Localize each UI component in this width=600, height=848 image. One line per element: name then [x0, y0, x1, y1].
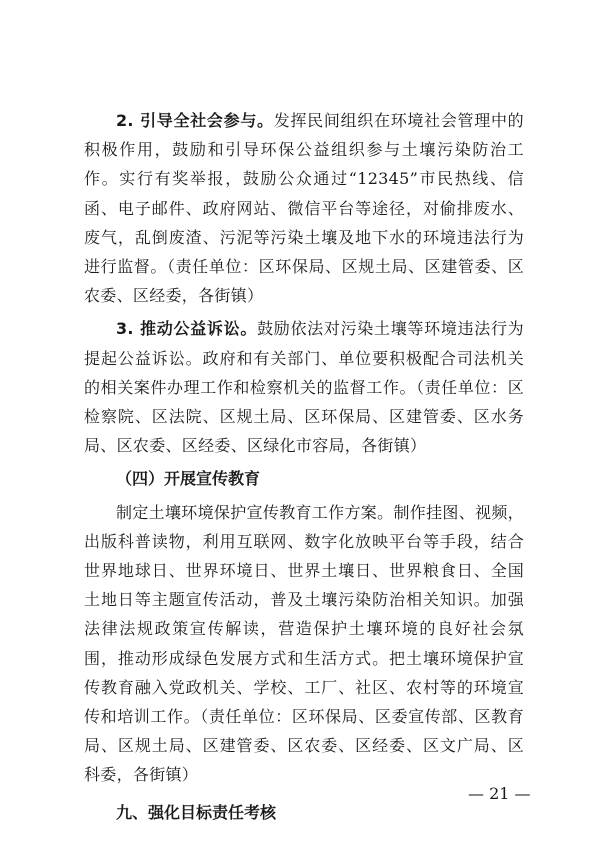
section-paragraph: 制定土壤环境保护宣传教育工作方案。制作挂图、视频，出版科普读物，利用互联网、数字化放映平台等手段，结合世界地球日、世界环境日、世界土壤日、世界粮食日、全国土地日等主题宣传活动，普及土壤污染防治相关知识。加强法律法规政策宣传解读，营造保护土壤环境的良好社会氛围，推动形成绿色发展方式和生活方式。把土壤环境保护宣传教育融入党政机关、学校、工厂、社区、农村等的环境宣传和培训工作。（责任单位：区环保局、区委宣传部、区教育局、区规土局、区建管委、区农委、区经委、区文广局、区科委，各街镇）: [84, 502, 524, 785]
page-number: — 21 —: [468, 784, 531, 803]
paragraph-lead: 3. 推动公益诉讼。: [116, 319, 258, 339]
section-heading: （四）开展宣传教育: [116, 469, 261, 489]
document-body: [84, 106, 524, 827]
paragraph-public-litigation: [84, 314, 524, 460]
paragraph-public-participation: [84, 106, 524, 310]
paragraph-text: 鼓励依法对污染土壤等环境违法行为提起公益诉讼。政府和有关部门、单位要积极配合司法机关的相关案件办理工作和检察机关的监督工作。（责任单位：区检察院、区法院、区规土局、区环保局、区建管委、区水务局、区农委、区经委、区绿化市容局，各街镇）: [84, 319, 524, 456]
chapter-heading: 九、强化目标责任考核: [116, 802, 277, 822]
paragraph-lead: 2. 引导全社会参与。: [116, 111, 274, 130]
paragraph-text: 发挥民间组织在环境社会管理中的积极作用，鼓励和引导环保公益组织参与土壤污染防治工作。实行有奖举报，鼓励公众通过“12345”市民热线、信函、电子邮件、政府网站、微信平台等途径，对偷排废水、废气，乱倒废渣、污泥等污染土壤及地下水的环境违法行为进行监督。（责任单位：区环保局、区规土局、区建管委、区农委、区经委，各街镇）: [84, 111, 524, 306]
